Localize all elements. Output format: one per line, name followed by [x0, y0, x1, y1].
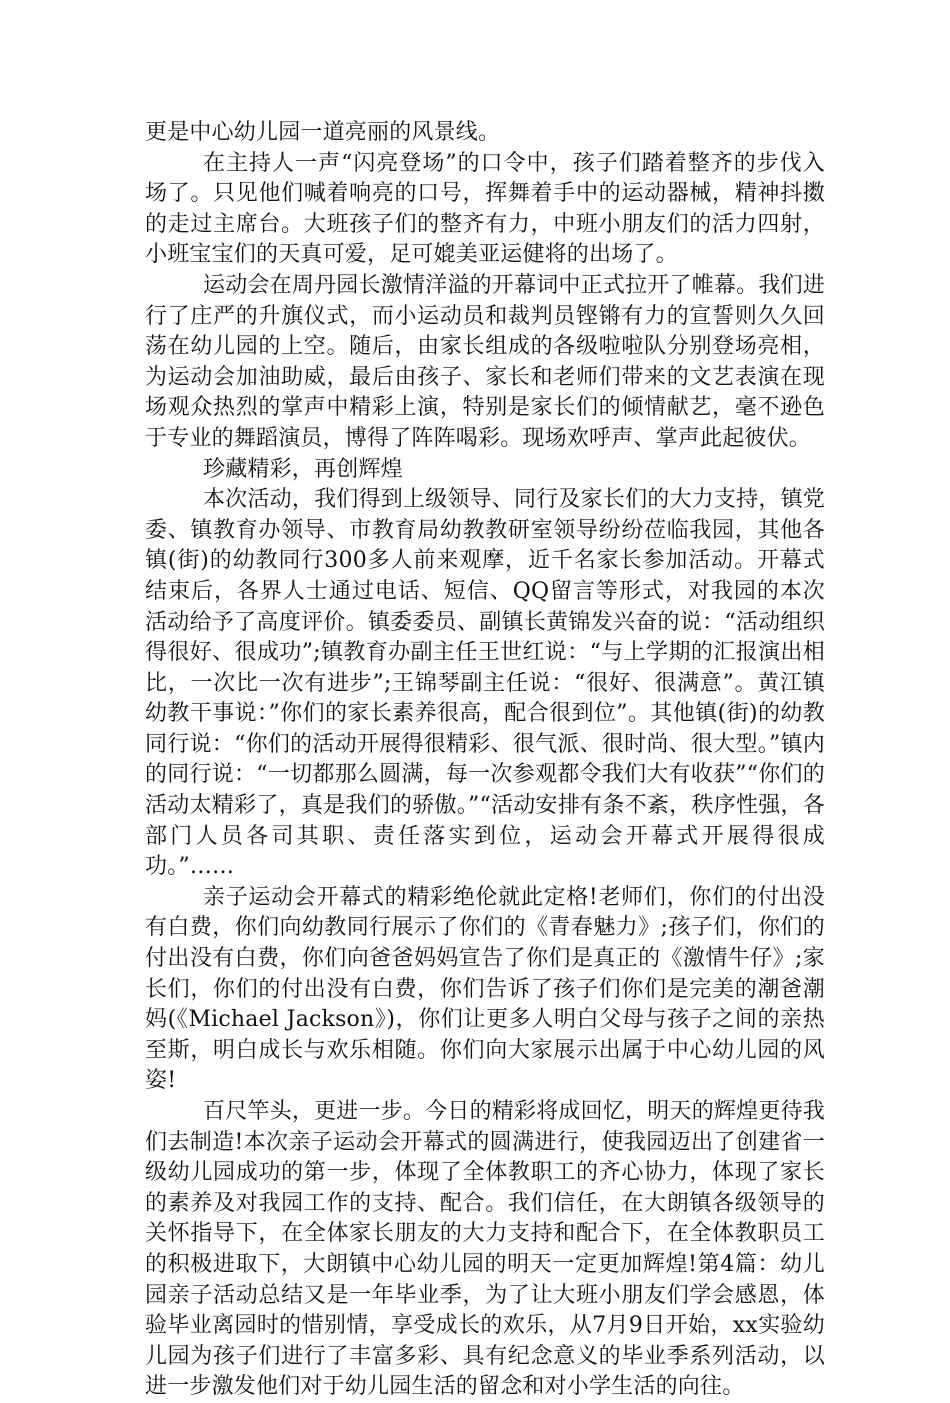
paragraph: 百尺竿头，更进一步。今日的精彩将成回忆，明天的辉煌更待我们去制造!本次亲子运动会开幕式的圆满进行，使我园迈出了创建省一级幼儿园成功的第一步，体现了全体教职工的齐心协力，体现了家长的素养及对我园工作的支持、配合。我们信任，在大朗镇各级领导的关怀指导下，在全体家长朋友的大力支持和配合下，在全体教职员工的积极进取下，大朗镇中心幼儿园的明天一定更加辉煌!第4篇：幼儿园亲子活动总结又是一年毕业季，为了让大班小朋友们学会感恩，体验毕业离园时的惜别情，享受成长的欢乐，从7月9日开始，xx实验幼儿园为孩子们进行了丰富多彩、具有纪念意义的毕业季系列活动，以进一步激发他们对于幼儿园生活的留念和对小学生活的向往。	[145, 1099, 825, 1400]
paragraph: 更是中心幼儿园一道亮丽的风景线。	[145, 120, 501, 145]
paragraph: 本次活动，我们得到上级领导、同行及家长们的大力支持，镇党委、镇教育办领导、市教育局幼教教研室领导纷纷莅临我园，其他各镇(街)的幼教同行300多人前来观摩，近千名家长参加活动。开幕式结束后，各界人士通过电话、短信、QQ留言等形式，对我园的本次活动给予了高度评价。镇委委员、副镇长黄锦发兴奋的说：“活动组织得很好、很成功”;镇教育办副主任王世红说：“与上学期的汇报演出相比，一次比一次有进步”;王锦琴副主任说：“很好、很满意”。黄江镇幼教干事说：”你们的家长素养很高，配合很到位”。其他镇(街)的幼教同行说：“你们的活动开展得很精彩、很气派、很时尚、很大型。”镇内的同行说：“一切都那么圆满，每一次参观都令我们大有收获”“你们的活动太精彩了，真是我们的骄傲。”“活动安排有条不紊，秩序性强，各部门人员各司其职、责任落实到位，运动会开幕式开展得很成功。”……	[145, 487, 825, 880]
paragraph: 亲子运动会开幕式的精彩绝伦就此定格!老师们，你们的付出没有白费，你们向幼教同行展示了你们的《青春魅力》;孩子们，你们的付出没有白费，你们向爸爸妈妈宣告了你们是真正的《激情牛仔》;家长们，你们的付出没有白费，你们告诉了孩子们你们是完美的潮爸潮妈(《Michael Jackson》)，你们让更多人明白父母与孩子之间的亲热至斯，明白成长与欢乐相随。你们向大家展示出属于中心幼儿园的风姿!	[145, 884, 825, 1094]
section-heading: 珍藏精彩，再创辉煌	[203, 456, 403, 482]
document-body	[145, 118, 825, 1403]
paragraph: 在主持人一声“闪亮登场”的口令中，孩子们踏着整齐的步伐入场了。只见他们喊着响亮的口号，挥舞着手中的运动器械，精神抖擞的走过主席台。大班孩子们的整齐有力，中班小朋友们的活力四射，小班宝宝们的天真可爱，足可媲美亚运健将的出场了。	[145, 150, 825, 268]
paragraph: 运动会在周丹园长激情洋溢的开幕词中正式拉开了帷幕。我们进行了庄严的升旗仪式，而小运动员和裁判员铿锵有力的宣誓则久久回荡在幼儿园的上空。随后，由家长组成的各级啦啦队分别登场亮相，为运动会加油助威，最后由孩子、家长和老师们带来的文艺表演在现场观众热烈的掌声中精彩上演，特别是家长们的倾情献艺，毫不逊色于专业的舞蹈演员，博得了阵阵喝彩。现场欢呼声、掌声此起彼伏。	[145, 272, 825, 451]
